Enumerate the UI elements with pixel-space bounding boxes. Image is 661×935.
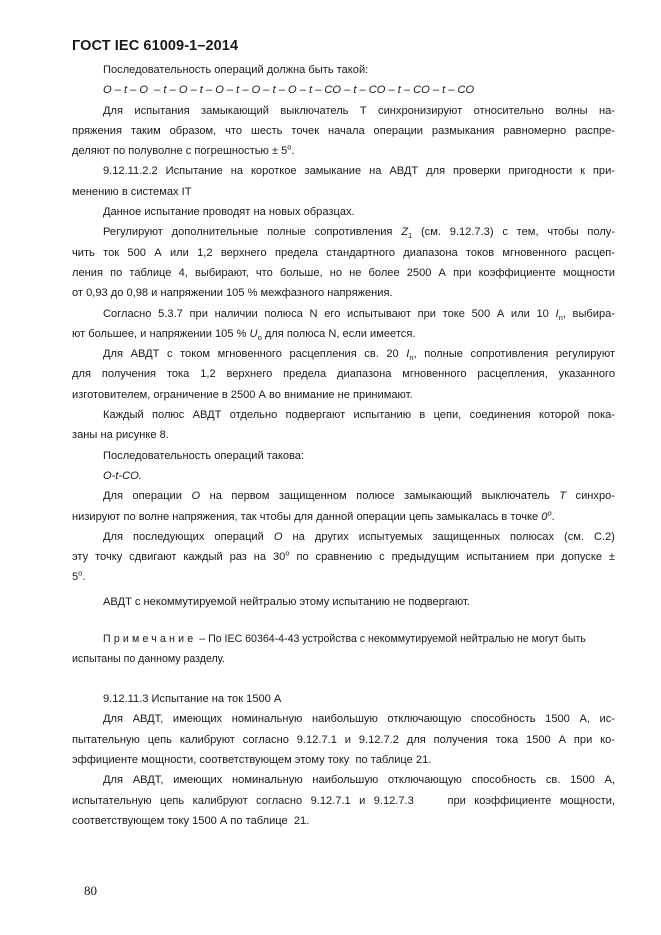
paragraph-line: эффициенте мощности, соответствующем этому току по таблице 21. <box>72 753 432 766</box>
paragraph: Последовательность операций должна быть такой: <box>103 64 369 76</box>
document-body <box>72 60 615 831</box>
paragraph: Для последующих операций O на других испытуемых защищенных полюсах (см. С.2) <box>103 530 615 543</box>
paragraph-line: $5^о$. <box>72 568 86 584</box>
paragraph: Для операции O на первом защищенном полюсе замыкающий выключатель T синхро- <box>103 490 615 503</box>
paragraph: Регулируют дополнительные полные сопротивления $Z_1$ (см. 9.12.7.3) с тем, чтобы полу- <box>103 226 616 241</box>
paragraph-line: деляют по полуволне с погрешностью ± $5^о$. <box>72 142 295 158</box>
paragraph-line: от 0,93 до 0,98 и напряжении 105 % межфазного напряжения. <box>72 287 393 300</box>
paragraph-line: заны на рисунке 8. <box>72 429 169 442</box>
page-number: 80 <box>84 883 97 898</box>
paragraph: Каждый полюс АВДТ отдельно подвергают испытанию в цепи, соединения которой пока- <box>103 409 615 422</box>
paragraph: Для испытания замыкающий выключатель Т синхронизируют относительно волны на- <box>103 104 615 117</box>
paragraph-line: испытательную цепь калибруют согласно 9.12.7.1 и 9.12.7.3 при коэффициенте мощности, <box>72 794 615 807</box>
paragraph-line: изготовителем, ограничение в 2500 А во внимание не принимают. <box>72 388 413 401</box>
note: Примечание – По IEC 60364-4-43 устройства с некоммутируемой нейтралью не могут быть <box>103 633 586 646</box>
document-header: ГОСТ IEC 61009-1–2014 <box>72 38 239 54</box>
paragraph: Данное испытание проводят на новых образцах. <box>103 206 355 219</box>
paragraph: Для АВДТ, имеющих номинальную наибольшую отключающую способность 1500 А, ис- <box>103 713 615 726</box>
paragraph-line: пряжения таким образом, что шесть точек начала операции размыкания равномерно распре- <box>72 124 615 137</box>
operation-sequence: O-t-CO. <box>103 469 142 482</box>
paragraph-line: пытательную цепь калибруют согласно 9.12.7.1 и 9.12.7.2 для получения тока 1500 А при ко- <box>72 733 615 746</box>
paragraph-line: ления по таблице 4, выбирают, что больше, но не более 2500 А при коэффициенте мощности <box>72 266 615 279</box>
paragraph: Последовательность операций такова: <box>103 449 305 462</box>
paragraph-line: соответствующем току 1500 А по таблице 21. <box>72 814 310 827</box>
note-label: Примечание <box>103 633 197 646</box>
paragraph-line: менению в системах IT <box>72 185 192 198</box>
paragraph: Для АВДТ, имеющих номинальную наибольшую отключающую способность св. 1500 А, <box>103 774 615 787</box>
paragraph-line: ют большее, и напряжении 105 % $U_o$ для полюса N, если имеется. <box>72 327 416 343</box>
paragraph: Для АВДТ с током мгновенного расцепления св. 20 $I_n$, полные сопротивления регулируют <box>103 348 615 363</box>
note-line: испытаны по данному разделу. <box>72 653 225 666</box>
paragraph-line: для получения тока 1,2 верхнего предела диапазона мгновенного расцепления, указанного <box>72 368 615 381</box>
paragraph-line: чить ток 500 А или 1,2 верхнего предела стандартного диапазона токов мгновенного расцеп- <box>72 246 615 259</box>
section-heading-9-12-11-2-2: 9.12.11.2.2 Испытание на короткое замыкание на АВДТ для проверки пригодности к при- <box>103 165 615 178</box>
section-heading-9-12-11-3: 9.12.11.3 Испытание на ток 1500 А <box>103 693 282 706</box>
paragraph-line: низируют по волне напряжения, так чтобы для данной операции цепь замыкалась в точке $0^о$. <box>72 507 555 523</box>
paragraph: Согласно 5.3.7 при наличии полюса N его испытывают при токе 500 А или 10 $I_n$, выбира- <box>103 307 616 322</box>
operation-sequence: O – t – O – t – O – t – O – t – O – t – O – t – CO – t – CO – t – CO – t – CO <box>103 84 475 97</box>
paragraph: АВДТ с некоммутируемой нейтралью этому испытанию не подвергают. <box>103 595 470 608</box>
paragraph-line: эту точку сдвигают каждый раз на $30^о$ по сравнению с предыдущим испытанием при допуске ± <box>72 548 616 564</box>
